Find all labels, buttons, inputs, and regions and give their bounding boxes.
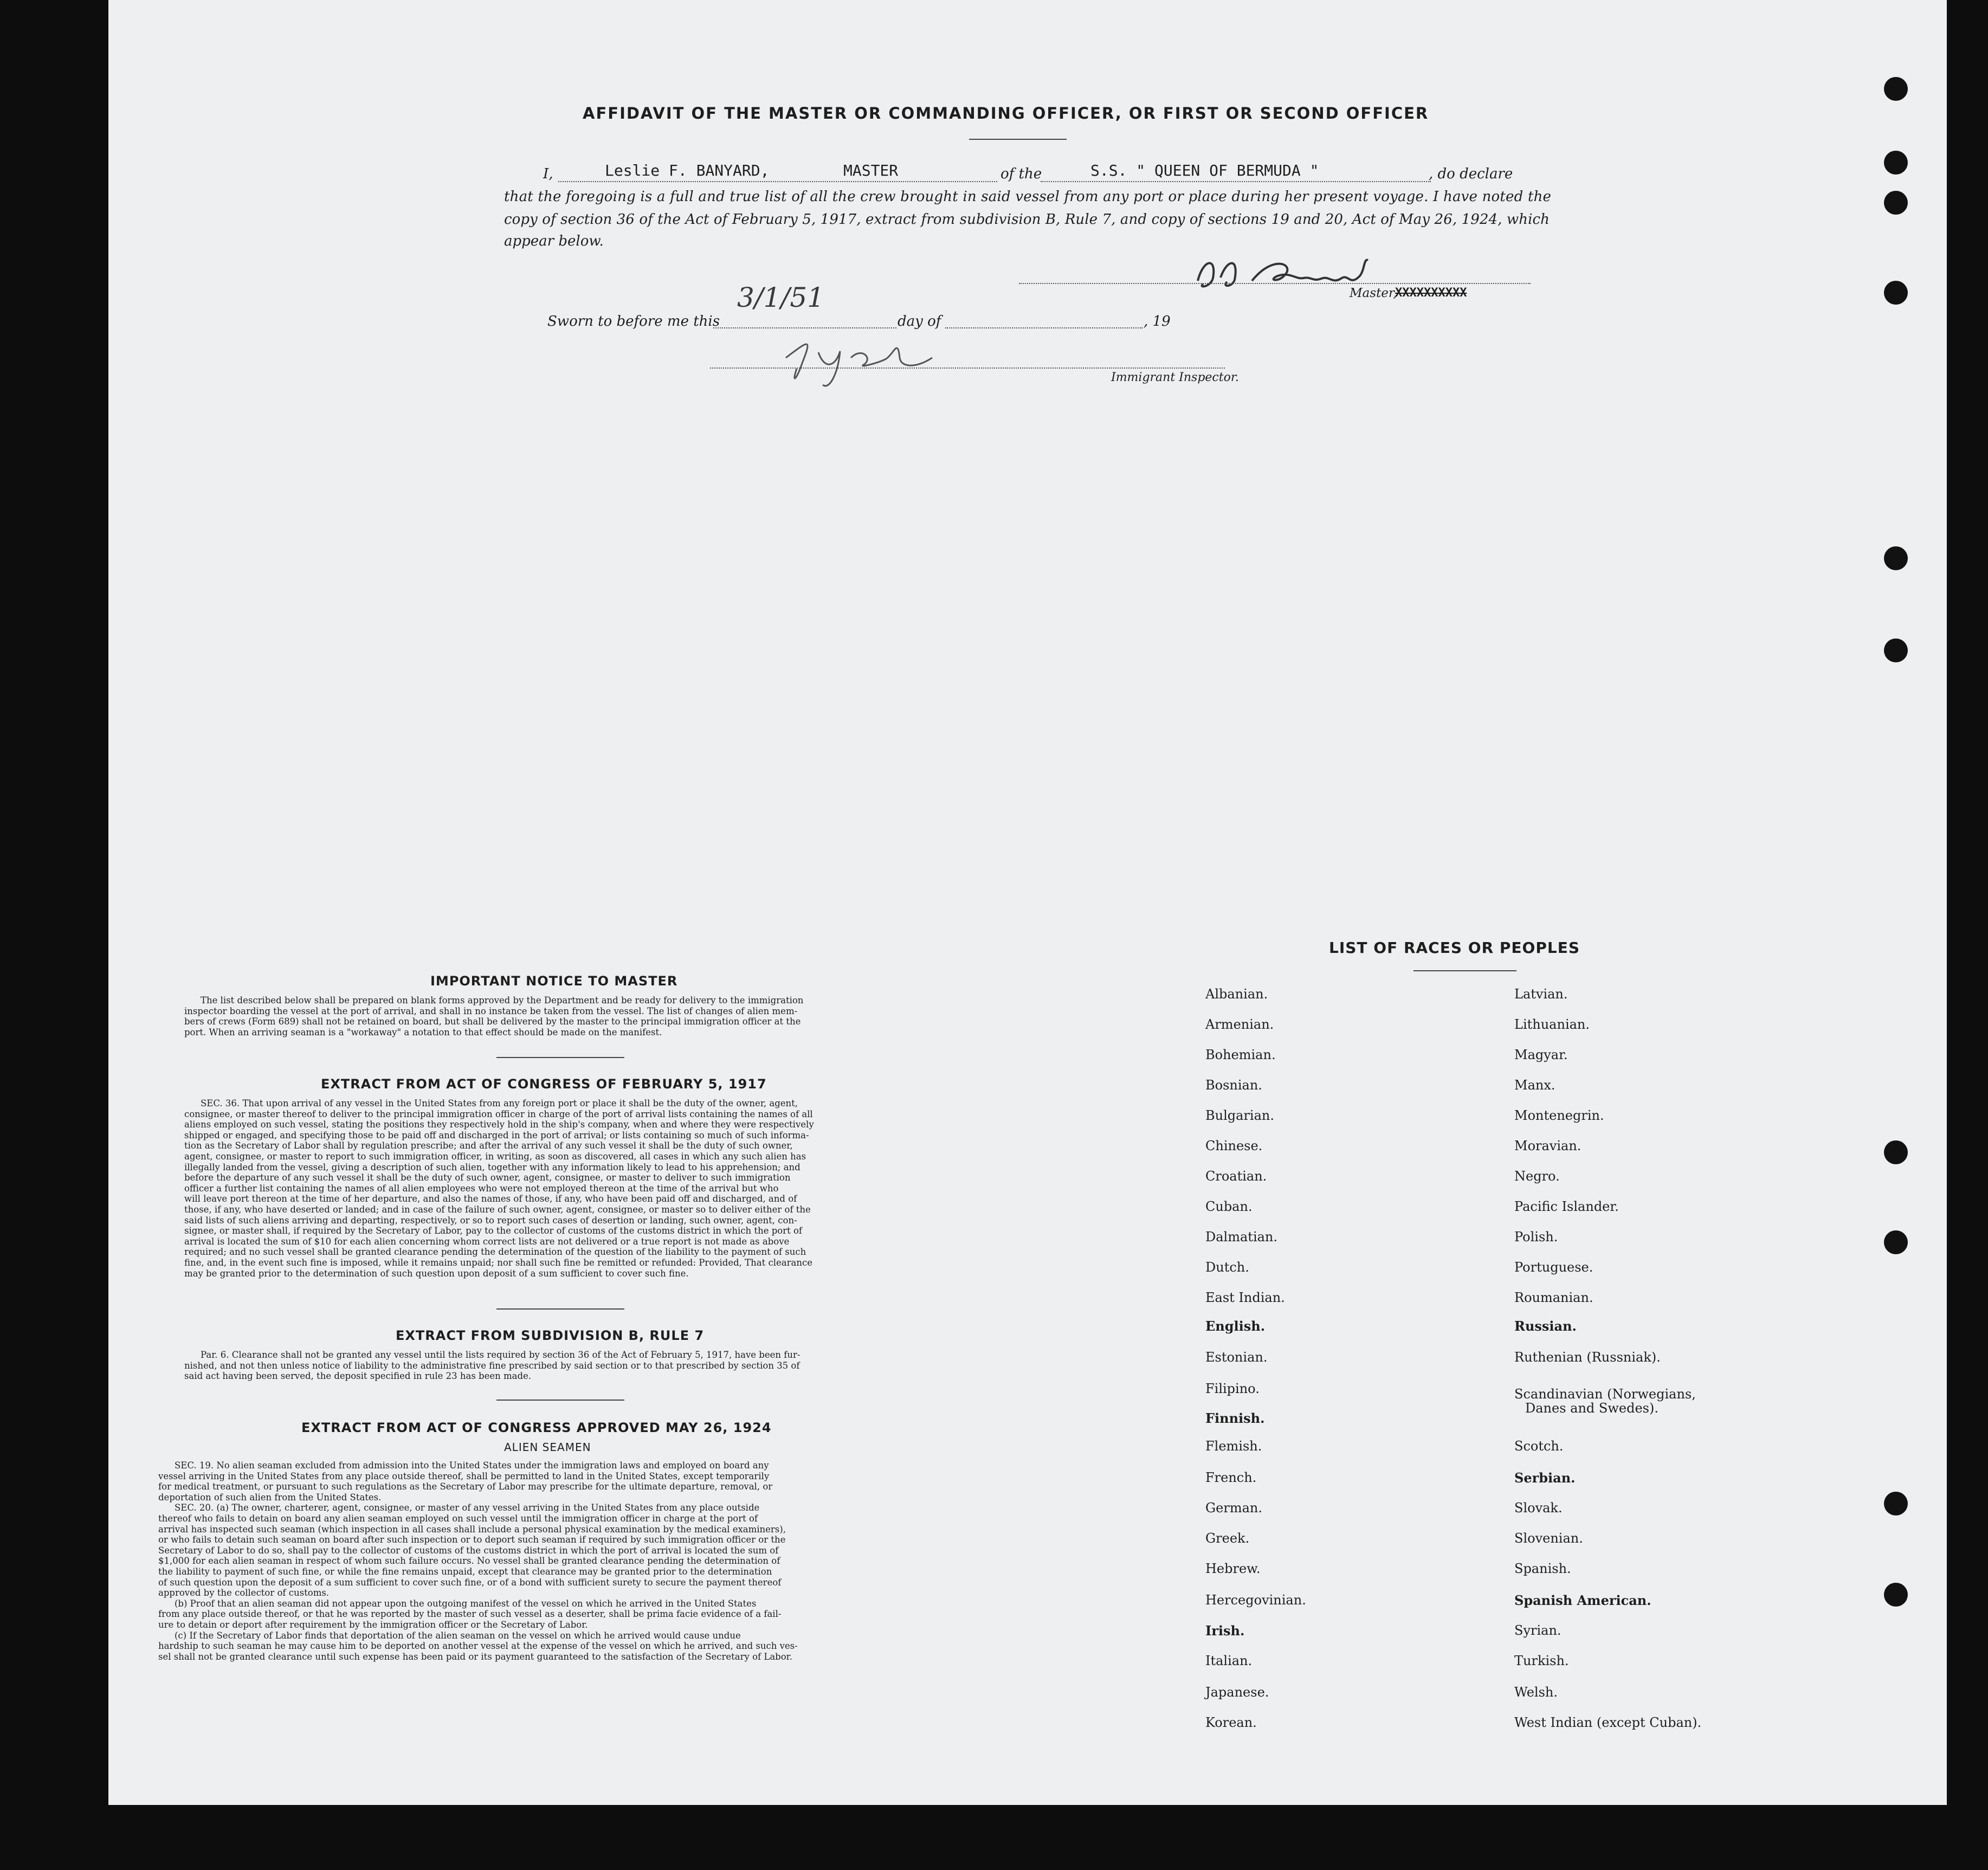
race-item: Lithuanian.	[1514, 1017, 1590, 1032]
race-item: Albanian.	[1205, 986, 1268, 1002]
master-struck-title: XXXXXXXXXX	[1395, 286, 1467, 300]
race-item: Estonian.	[1205, 1350, 1268, 1365]
extract-1924-line: or who fails to detain such seaman on board after such inspection or to deport such seaman if required by such immigration officer or the	[158, 1534, 786, 1545]
extract-1917-line: signee, or master shall, if required by the Secretary of Labor, pay to the collector of customs of the customs district in which the port of	[184, 1226, 802, 1236]
extract-1917-line: before the departure of any such vessel it shall be the duty of such owner, agent, consignee, or master to deliver to such immigration	[184, 1172, 791, 1183]
vessel-name: S.S. " QUEEN OF BERMUDA "	[1090, 162, 1319, 179]
binder-hole	[1884, 1492, 1908, 1516]
race-item: Bosnian.	[1205, 1078, 1262, 1093]
race-item: Slovenian.	[1514, 1531, 1583, 1546]
race-item: Latvian.	[1514, 986, 1568, 1002]
extract-1917-line: consignee, or master thereof to deliver to the principal immigration officer in charge of the port of arrival lists containing the names of all	[184, 1108, 813, 1119]
extract-1917-line: illegally landed from the vessel, giving a description of such alien, together with any information likely to lead to his apprehension; and	[184, 1162, 801, 1172]
notice-text	[184, 995, 966, 1037]
binder-hole	[1884, 281, 1908, 305]
race-item: Pacific Islander.	[1514, 1199, 1619, 1214]
race-item: Filipino.	[1205, 1381, 1260, 1396]
declaration-line-2: that the foregoing is a full and true list of all the crew brought in said vessel from any port or place during her present voyage. I have noted the	[504, 189, 1552, 205]
section-divider	[496, 1400, 624, 1401]
notice-line: The list described below shall be prepared on blank forms approved by the Department and be ready for delivery to the immigration	[201, 995, 804, 1005]
races-divider	[1413, 970, 1516, 971]
extract-1917-line: may be granted prior to the determination of such question upon deposit of a sum sufficient to cover such fine.	[184, 1268, 689, 1279]
extract-1924-line: of such question upon the deposit of a sum sufficient to cover such fine, or of a bond with sufficient surety to secure the payment thereof	[158, 1577, 782, 1588]
race-item: Spanish American.	[1514, 1592, 1651, 1608]
binder-hole	[1884, 639, 1908, 662]
race-item: Croatian.	[1205, 1169, 1267, 1184]
extract-1917-line: shipped or engaged, and specifying those to be paid off and discharged in the port of arrival; or lists containing so much of such informa-	[184, 1130, 809, 1140]
race-item: Cuban.	[1205, 1199, 1253, 1214]
race-item: Ruthenian (Russniak).	[1514, 1350, 1661, 1365]
notice-title: IMPORTANT NOTICE TO MASTER	[430, 973, 678, 989]
race-item: Bulgarian.	[1205, 1108, 1274, 1123]
master-label: Master,	[1350, 286, 1397, 300]
extract-1924-line: $1,000 for each alien seaman in respect of whom such failure occurs. No vessel shall be granted clearance pending the determination of	[158, 1556, 780, 1566]
race-item: Portuguese.	[1514, 1260, 1593, 1275]
race-item: Dalmatian.	[1205, 1229, 1278, 1244]
race-item: Italian.	[1205, 1653, 1253, 1668]
race-item: Armenian.	[1205, 1017, 1274, 1032]
race-item: English.	[1205, 1318, 1266, 1334]
extract-1924-line: (c) If the Secretary of Labor finds that deportation of the alien seaman on the vessel on which he arrived would cause undue	[175, 1630, 741, 1641]
extract-1917-line: said lists of such aliens arriving and departing, respectively, or so to report such cases of desertion or landing, such owner, agent, con-	[184, 1215, 797, 1226]
race-item: Danes and Swedes).	[1525, 1401, 1658, 1416]
section-divider	[496, 1308, 624, 1310]
extract-1917-line: arrival is located the sum of $10 for each alien concerning whom correct lists are not delivered or a true report is not made as above	[184, 1236, 790, 1247]
race-item: Finnish.	[1205, 1410, 1265, 1426]
declaration-i: I,	[543, 166, 553, 182]
extract-1924-line: vessel arriving in the United States from any place outside thereof, shall be permitted to land in the United States, except temporarily	[158, 1471, 770, 1481]
declaration-line-4: appear below.	[504, 233, 604, 249]
master-rank: MASTER	[843, 162, 899, 179]
year-label: , 19	[1144, 313, 1171, 330]
sworn-label: Sworn to before me this	[547, 313, 720, 330]
race-item: French.	[1205, 1470, 1257, 1485]
race-item: Slovak.	[1514, 1500, 1563, 1516]
race-item: Russian.	[1514, 1318, 1577, 1334]
extract-1917-title: EXTRACT FROM ACT OF CONGRESS OF FEBRUARY 5, 1917	[321, 1076, 767, 1092]
race-item: Chinese.	[1205, 1138, 1263, 1153]
rule7-line: said act having been served, the deposit specified in rule 23 has been made.	[184, 1371, 532, 1382]
race-item: Greek.	[1205, 1531, 1250, 1546]
notice-line: bers of crews (Form 689) shall not be retained on board, but shall be delivered by the master to the principal immigration officer at the	[184, 1016, 801, 1027]
extract-1924-line: Secretary of Labor to do so, shall pay to the collector of customs of the customs district in which the port of arrival is located the sum of	[158, 1545, 779, 1556]
inspector-sign-line	[710, 367, 1225, 369]
binder-hole	[1884, 546, 1908, 570]
extract-1924-line: approved by the collector of customs.	[158, 1588, 330, 1598]
vessel-line	[1041, 181, 1431, 182]
extract-1917-line: agent, consignee, or master to report to such immigration officer, in writing, as soon as discovered, all cases in which any such alien has	[184, 1151, 806, 1162]
rule7-line: nished, and not then unless notice of liability to the administrative fine prescribed by said section or to that prescribed by section 35 of	[184, 1360, 800, 1371]
master-sign-line	[1019, 283, 1531, 284]
inspector-label: Immigrant Inspector.	[1111, 371, 1239, 384]
race-item: Scandinavian (Norwegians,	[1514, 1387, 1696, 1402]
extract-1924-line: thereof who fails to detain on board any alien seaman employed on such vessel until the immigration officer in charge at the port of	[158, 1513, 758, 1524]
race-item: Welsh.	[1514, 1685, 1558, 1700]
notice-line: inspector boarding the vessel at the port of arrival, and shall in no instance be taken from the vessel. The list of changes of alien mem-	[184, 1005, 798, 1016]
extract-1924-line: the liability to payment of such fine, or while the fine remains unpaid, except that clearance may be granted prior to the determination	[158, 1566, 772, 1577]
extract-1917-line: required; and no such vessel shall be granted clearance pending the determination of the question of the liability to the payment of such	[184, 1247, 806, 1258]
of-the-label: of the	[1001, 166, 1042, 182]
handwritten-date: 3/1/51	[737, 282, 824, 313]
race-item: Magyar.	[1514, 1047, 1568, 1062]
declaration-line-3: copy of section 36 of the Act of February 5, 1917, extract from subdivision B, Rule 7, and copy of sections 19 and 20, Act of May 26, 1924, which	[504, 211, 1550, 228]
extract-1924-subtitle: ALIEN SEAMEN	[504, 1441, 591, 1454]
extract-1924-line: deportation of such alien from the United States.	[158, 1492, 382, 1503]
extract-1917-line: fine, and, in the event such fine is imposed, while it remains unpaid; nor shall such fine be remitted or refunded: Provided, That clearance	[184, 1257, 812, 1268]
day-of-label: day of	[898, 313, 941, 330]
extract-1924-line: SEC. 20. (a) The owner, charterer, agent, consignee, or master of any vessel arriving in the United States from any place outside	[175, 1503, 760, 1513]
inspector-signature	[770, 325, 943, 396]
race-item: Montenegrin.	[1514, 1108, 1604, 1123]
race-item: West Indian (except Cuban).	[1514, 1715, 1702, 1730]
extract-1917-line: those, if any, who have deserted or landed; and in case of the failure of such owner, agent, consignee, or master so to deliver either of the	[184, 1204, 811, 1215]
extract-1917-line: SEC. 36. That upon arrival of any vessel in the United States from any foreign port or place it shall be the duty of the owner, agent,	[201, 1098, 798, 1108]
extract-1924-line: hardship to such seaman he may cause him to be deported on another vessel at the expense of the vessel on which he arrived, and such ves-	[158, 1641, 798, 1652]
binder-hole	[1884, 191, 1908, 215]
title-divider	[969, 139, 1067, 140]
extract-1917-text	[184, 1098, 966, 1279]
affidavit-title: AFFIDAVIT OF THE MASTER OR COMMANDING OFFICER, OR FIRST OR SECOND OFFICER	[583, 104, 1429, 122]
extract-1924-line: from any place outside thereof, or that he was reported by the master of such vessel as a deserter, shall be prima facie evidence of a fail-	[158, 1609, 782, 1620]
race-item: Turkish.	[1514, 1653, 1569, 1668]
race-item: Japanese.	[1205, 1685, 1269, 1700]
extract-1917-line: will leave port thereon at the time of her departure, and also the names of those, if any, who have been paid off and discharged, and of	[184, 1194, 797, 1204]
notice-line: port. When an arriving seaman is a "workaway" a notation to that effect should be made on the manifest.	[184, 1027, 662, 1037]
binder-hole	[1884, 77, 1908, 101]
race-item: Hercegovinian.	[1205, 1592, 1306, 1608]
binder-hole	[1884, 151, 1908, 175]
binder-hole	[1884, 1583, 1908, 1607]
race-item: German.	[1205, 1500, 1262, 1516]
extract-1924-title: EXTRACT FROM ACT OF CONGRESS APPROVED MAY 26, 1924	[301, 1420, 772, 1435]
race-item: Syrian.	[1514, 1623, 1561, 1638]
do-declare-label: , do declare	[1429, 166, 1513, 182]
extract-1917-line: aliens employed on such vessel, stating the positions they respectively hold in the ship's company, when and where they were respectively	[184, 1119, 814, 1130]
race-item: Irish.	[1205, 1623, 1245, 1639]
extract-1924-line: arrival has inspected such seaman (which inspection in all cases shall include a personal physical examination by the medical examiners),	[158, 1524, 786, 1534]
name-line	[558, 181, 997, 182]
race-item: Manx.	[1514, 1078, 1555, 1093]
extract-1924-line: (b) Proof that an alien seaman did not appear upon the outgoing manifest of the vessel on which he arrived in the United States	[175, 1598, 757, 1609]
race-item: Polish.	[1514, 1229, 1558, 1244]
extract-1924-text	[158, 1460, 966, 1662]
race-item: Roumanian.	[1514, 1290, 1593, 1305]
race-item: Korean.	[1205, 1715, 1257, 1730]
race-item: Hebrew.	[1205, 1561, 1261, 1576]
race-item: Bohemian.	[1205, 1047, 1276, 1062]
extract-1917-line: officer a further list containing the names of all alien employees who were not employed thereon at the time of the arrival but who	[184, 1183, 779, 1194]
race-item: Spanish.	[1514, 1561, 1571, 1576]
race-item: Negro.	[1514, 1169, 1560, 1184]
sworn-month-line	[945, 327, 1143, 328]
binder-hole	[1884, 1140, 1908, 1164]
section-divider	[496, 1057, 624, 1058]
extract-1924-line: ure to detain or deport after requirement by the immigration officer or the Secretary of Labor.	[158, 1619, 588, 1630]
rule7-title: EXTRACT FROM SUBDIVISION B, RULE 7	[396, 1328, 705, 1343]
extract-1924-line: SEC. 19. No alien seaman excluded from admission into the United States under the immigration laws and employed on board any	[175, 1460, 769, 1471]
race-item: Moravian.	[1514, 1138, 1582, 1153]
binder-hole	[1884, 1230, 1908, 1254]
extract-1924-line: sel shall not be granted clearance until such expense has been paid or its payment guaranteed to the satisfaction of the Secretary of Labor.	[158, 1651, 792, 1662]
race-item: Dutch.	[1205, 1260, 1249, 1275]
rule7-line: Par. 6. Clearance shall not be granted any vessel until the lists required by section 36 of the Act of February 5, 1917, have been fur-	[201, 1350, 801, 1360]
race-item: East Indian.	[1205, 1290, 1285, 1305]
extract-1924-line: for medical treatment, or pursuant to such regulations as the Secretary of Labor may prescribe for the ultimate departure, removal, or	[158, 1481, 773, 1492]
rule7-text	[184, 1350, 966, 1382]
race-item: Flemish.	[1205, 1439, 1262, 1454]
race-item: Scotch.	[1514, 1439, 1564, 1454]
race-item: Serbian.	[1514, 1470, 1576, 1486]
extract-1917-line: tion as the Secretary of Labor shall by regulation prescribe; and after the arrival of any such vessel it shall be the duty of such owner,	[184, 1140, 793, 1151]
races-title: LIST OF RACES OR PEOPLES	[1329, 939, 1580, 957]
master-name: Leslie F. BANYARD,	[605, 162, 770, 179]
